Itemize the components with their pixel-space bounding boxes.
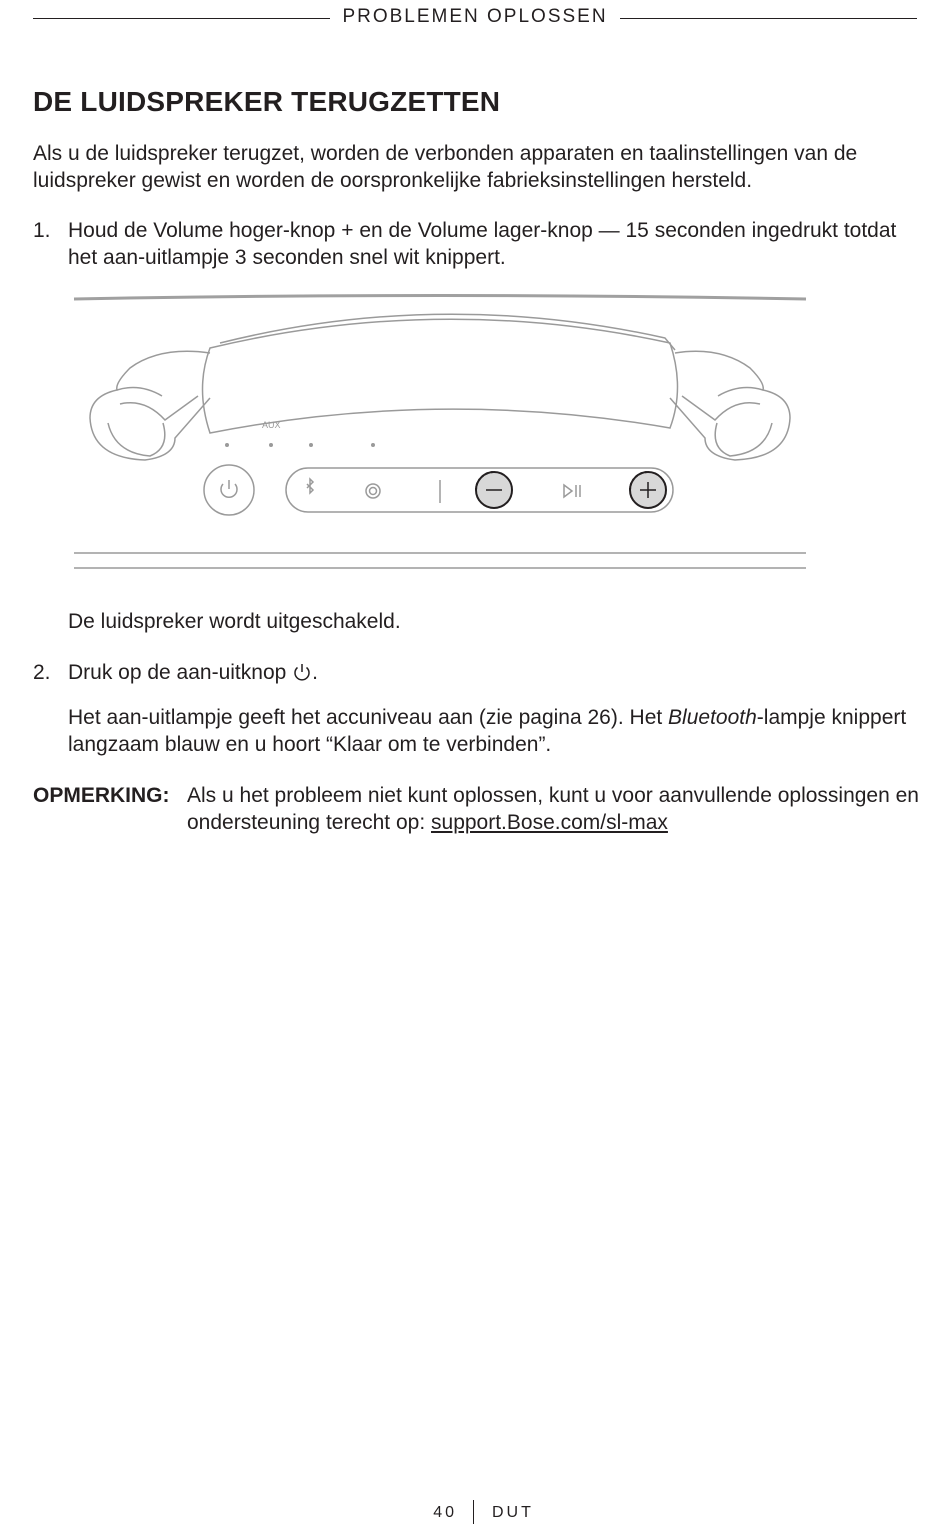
multifunction-icon — [366, 484, 380, 498]
step-1-result: De luidspreker wordt uitgeschakeld. — [68, 610, 401, 633]
indicator-light-4 — [371, 443, 375, 447]
intro-paragraph: Als u de luidspreker terugzet, worden de verbonden apparaten en taalinstellingen van de luidspreker gewist en worden de oorspronkelijke fabrieksinstellingen hersteld. — [33, 142, 858, 192]
step-2-result: Het aan-uitlampje geeft het accuniveau aan (zie pagina 26). Het Bluetooth-lampje knippert langzaam blauw en u hoort “Klaar om te verbinden”. — [68, 706, 907, 756]
header-rule-right — [620, 18, 917, 19]
volume-up-button — [630, 472, 666, 508]
right-handle-inner — [682, 388, 763, 420]
page-title: DE LUIDSPREKER TERUGZETTEN — [33, 86, 501, 117]
indicator-light-1 — [225, 443, 229, 447]
right-handle-outer — [670, 351, 790, 460]
section-title: PROBLEMEN OPLOSSEN — [342, 6, 608, 27]
power-icon — [221, 480, 237, 497]
indicator-light-3 — [309, 443, 313, 447]
bluetooth-term: Bluetooth — [668, 706, 757, 729]
right-handle-loop — [715, 423, 772, 456]
left-handle-loop — [108, 423, 165, 456]
language-code: DUT — [492, 1504, 534, 1521]
power-icon — [292, 662, 312, 682]
section-header — [33, 0, 917, 40]
left-handle-inner — [117, 388, 198, 420]
step-1-text: Houd de Volume hoger-knop + en de Volume lager-knop — 15 seconden ingedrukt totdat het aan-uitlampje 3 seconden snel wit knippert. — [68, 219, 897, 269]
plus-symbol: + — [341, 219, 354, 242]
indicator-light-2 — [269, 443, 273, 447]
page-footer — [0, 1500, 950, 1524]
bluetooth-icon — [307, 479, 313, 493]
minus-symbol: — — [598, 219, 620, 242]
speaker-illustration — [60, 288, 820, 578]
footer-separator — [473, 1500, 474, 1524]
step-1-number: 1. — [33, 219, 51, 242]
note-text: Als u het probleem niet kunt oplossen, kunt u voor aanvullende oplossingen en ondersteuning terecht op: support.Bose.com/sl-max — [187, 784, 919, 834]
header-rule-left — [33, 18, 330, 19]
play-pause-icon — [564, 485, 580, 497]
power-button — [204, 465, 254, 515]
speaker-body-outline — [203, 319, 678, 433]
left-handle-outer — [90, 351, 210, 460]
volume-down-button — [476, 472, 512, 508]
note-label: OPMERKING: — [33, 784, 170, 807]
support-link[interactable]: support.Bose.com/sl-max — [431, 811, 668, 834]
step-2-text: Druk op de aan-uitknop . — [68, 661, 318, 684]
speaker-top-edge — [74, 296, 806, 300]
step-2-number: 2. — [33, 661, 51, 684]
page-number: 40 — [433, 1504, 457, 1521]
aux-label: AUX — [262, 420, 281, 430]
